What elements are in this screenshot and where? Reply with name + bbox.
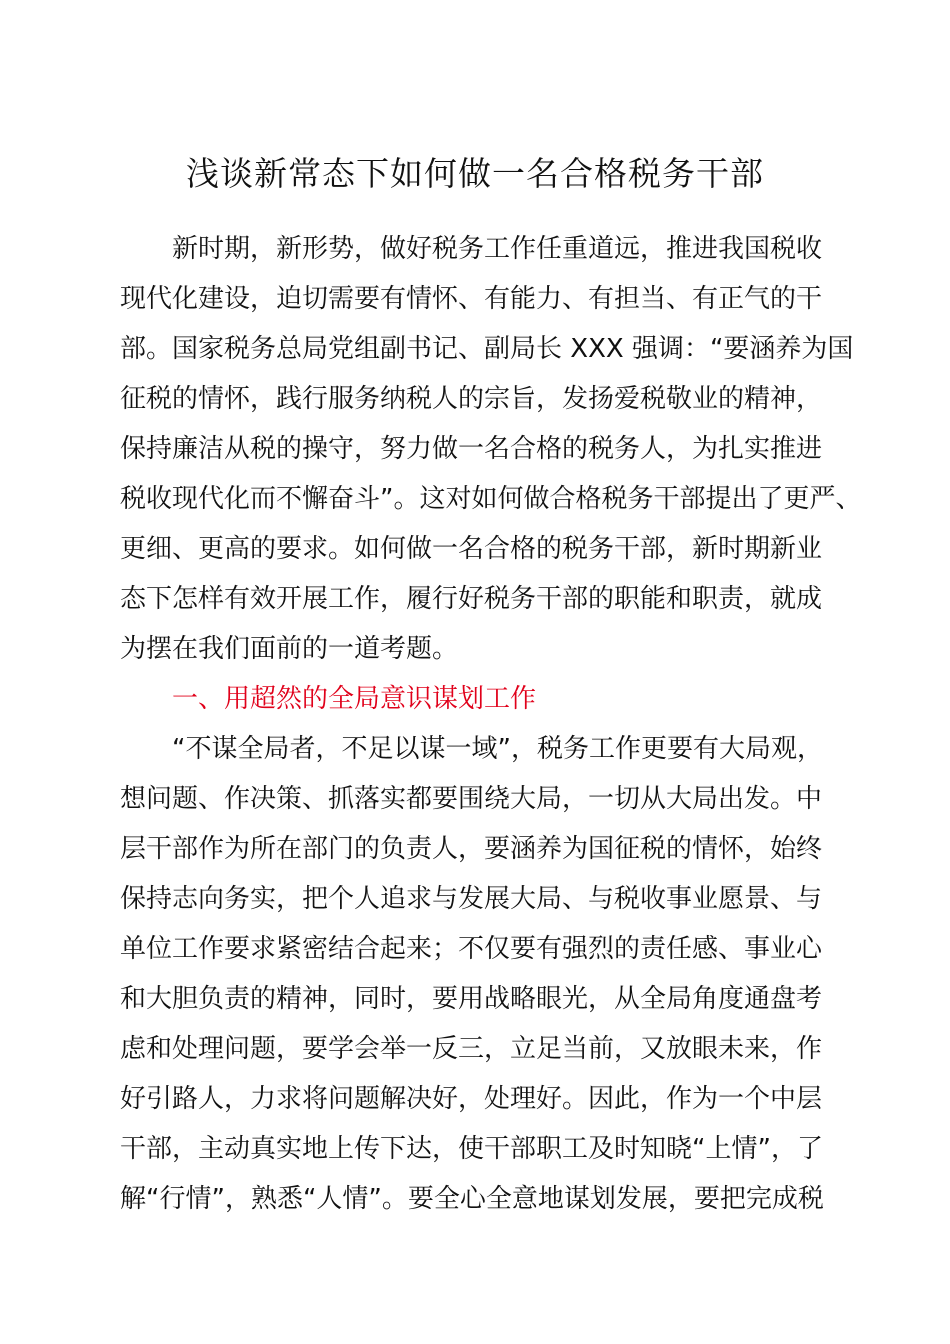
paragraph1-line: 征税的情怀，践行服务纳税人的宗旨，发扬爱税敬业的精神， xyxy=(120,384,823,414)
paragraph2-line: 保持志向务实，把个人追求与发展大局、与税收事业愿景、与 xyxy=(120,884,823,914)
paragraph2-line: 想问题、作决策、抓落实都要围绕大局，一切从大局出发。中 xyxy=(120,784,823,814)
paragraph2-line: 和大胆负责的精神，同时，要用战略眼光，从全局角度通盘考 xyxy=(120,984,823,1014)
paragraph2-line: 干部，主动真实地上传下达，使干部职工及时知晓“上情”，了 xyxy=(120,1134,823,1164)
document-body xyxy=(120,224,862,1224)
paragraph2-line: 单位工作要求紧密结合起来；不仅要有强烈的责任感、事业心 xyxy=(120,934,823,964)
paragraph1-line: 现代化建设，迫切需要有情怀、有能力、有担当、有正气的干 xyxy=(120,284,823,314)
paragraph1-line: 保持廉洁从税的操守，努力做一名合格的税务人，为扎实推进 xyxy=(120,434,823,464)
paragraph1-line: 新时期，新形势，做好税务工作任重道远，推进我国税收 xyxy=(172,234,823,264)
paragraph2-line: 层干部作为所在部门的负责人，要涵养为国征税的情怀，始终 xyxy=(120,834,823,864)
paragraph1-line: 部。国家税务总局党组副书记、副局长 XXX 强调：“要涵养为国 xyxy=(120,334,854,364)
paragraph2-line: 虑和处理问题，要学会举一反三，立足当前，又放眼未来，作 xyxy=(120,1034,823,1064)
paragraph2-line: “不谋全局者，不足以谋一域”，税务工作更要有大局观， xyxy=(172,734,823,764)
paragraph2-line: 解“行情”，熟悉“人情”。要全心全意地谋划发展，要把完成税 xyxy=(120,1184,824,1214)
paragraph1-line: 为摆在我们面前的一道考题。 xyxy=(120,634,459,664)
section1-heading: 一、用超然的全局意识谋划工作 xyxy=(172,684,537,714)
paragraph2-line: 好引路人，力求将问题解决好，处理好。因此，作为一个中层 xyxy=(120,1084,823,1114)
paragraph1-line: 态下怎样有效开展工作，履行好税务干部的职能和职责，就成 xyxy=(120,584,823,614)
paragraph1-line: 更细、更高的要求。如何做一名合格的税务干部，新时期新业 xyxy=(120,534,823,564)
document-title: 浅谈新常态下如何做一名合格税务干部 xyxy=(186,154,764,193)
paragraph1-line: 税收现代化而不懈奋斗”。这对如何做合格税务干部提出了更严、 xyxy=(120,484,862,514)
